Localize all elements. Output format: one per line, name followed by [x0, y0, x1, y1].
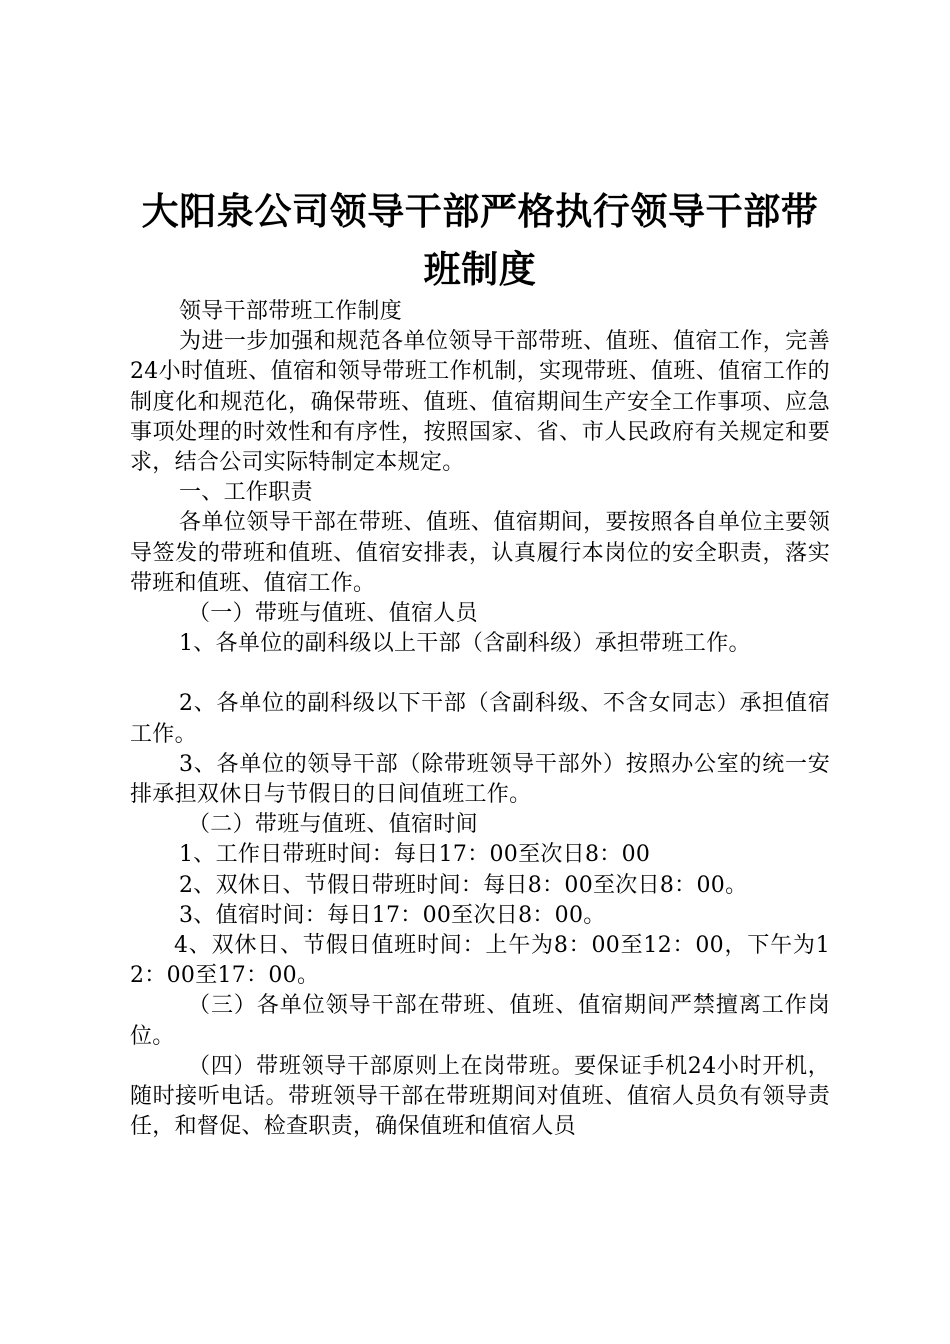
- section-heading: 一、工作职责: [179, 480, 313, 506]
- section-heading: 领导干部带班工作制度: [179, 299, 403, 324]
- list-item: 2、双休日、节假日带班时间：每日8：00至次日8：00。: [179, 872, 748, 898]
- body-paragraph: 为进一步加强和规范各单位领导干部带班、值班、值宿工作，完善24小时值班、值宿和领导带班工作机制，实现带班、值班、值宿工作的制度化和规范化，确保带班、值班、值宿期间生产安全工作事项、应急事项处理的时效性和有序性，按照国家、省、市人民政府有关规定和要求，结合公司实际特制定本规定。: [130, 329, 830, 476]
- subsection-paragraph: （四）带班领导干部原则上在岗带班。要保证手机24小时开机，随时接听电话。带班领导干部在带班期间对值班、值宿人员负有领导责任，和督促、检查职责，确保值班和值宿人员: [130, 1053, 830, 1140]
- list-item: 1、工作日带班时间：每日17：00至次日8：00: [179, 842, 651, 868]
- list-item: 2、各单位的副科级以下干部（含副科级、不含女同志）承担值宿工作。: [130, 691, 830, 747]
- document-title: 大阳泉公司领导干部严格执行领导干部带班制度: [141, 190, 819, 291]
- list-item: 4、双休日、节假日值班时间：上午为8：00至12：00，下午为12：00至17：00。: [130, 933, 830, 989]
- body-paragraph: 各单位领导干部在带班、值班、值宿期间，要按照各自单位主要领导签发的带班和值班、值宿安排表，认真履行本岗位的安全职责，落实带班和值班、值宿工作。: [130, 510, 830, 596]
- subsection-heading: （二）带班与值班、值宿时间: [188, 812, 478, 838]
- subsection-heading: （一）带班与值班、值宿人员: [188, 601, 478, 627]
- list-item: 3、值宿时间：每日17：00至次日8：00。: [179, 902, 606, 928]
- document-body: [130, 297, 830, 1142]
- subsection-paragraph: （三）各单位领导干部在带班、值班、值宿期间严禁擅离工作岗位。: [130, 993, 830, 1049]
- list-item: 3、各单位的领导干部（除带班领导干部外）按照办公室的统一安排承担双休日与节假日的日间值班工作。: [130, 751, 830, 808]
- list-item: 1、各单位的副科级以上干部（含副科级）承担带班工作。: [179, 631, 751, 657]
- blank-line: [130, 659, 830, 689]
